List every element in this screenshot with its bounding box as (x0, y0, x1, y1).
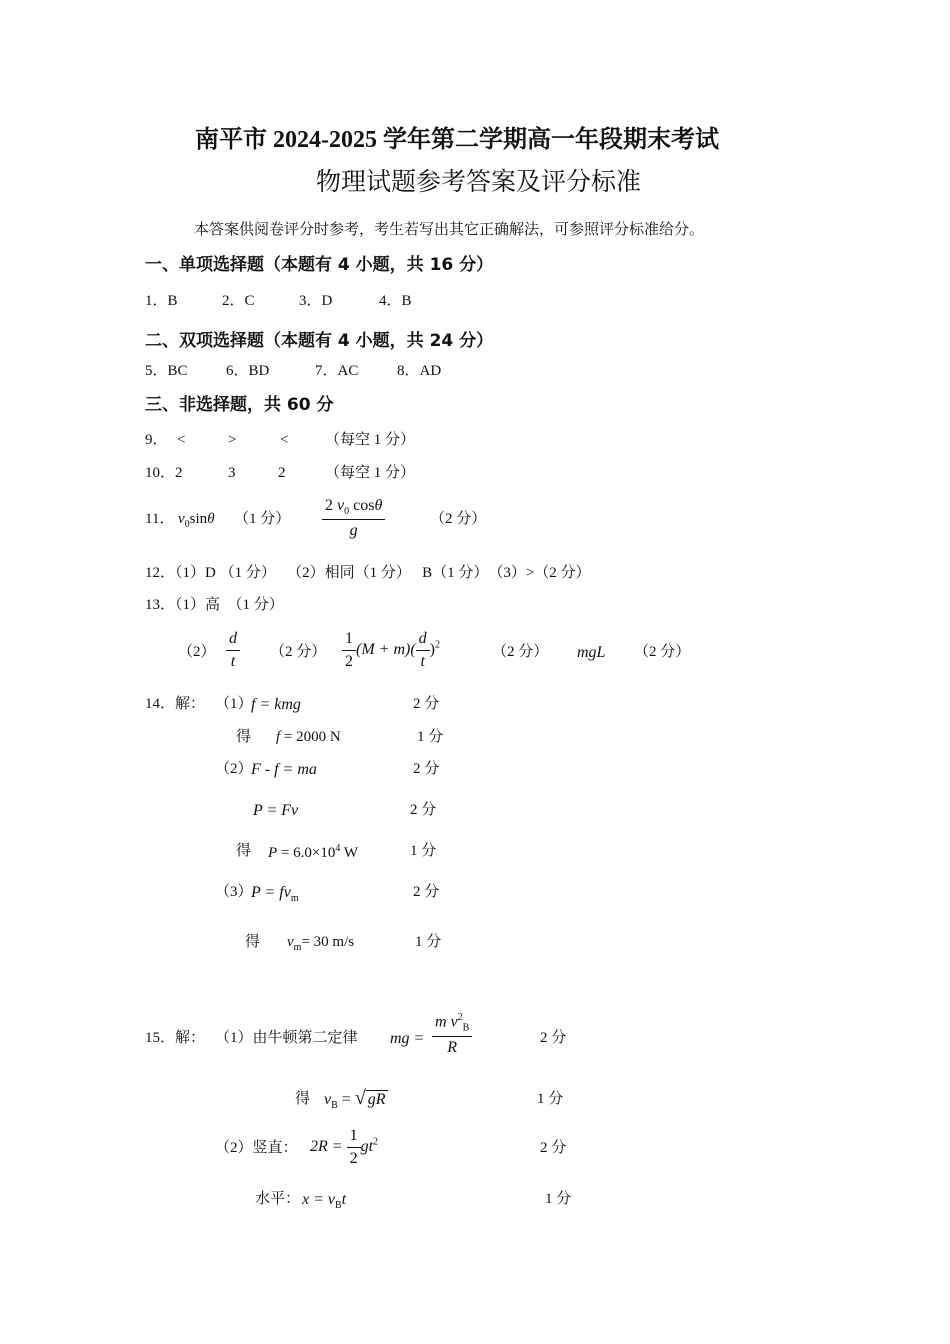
q15-x: x = v (302, 1191, 335, 1208)
section-heading-2: 二、双项选择题（本题有 4 小题，共 24 分） (145, 331, 494, 351)
q15-result-vb (324, 1088, 388, 1111)
q14-part2-label: （2） (215, 761, 253, 777)
q14-p-val: = 6.0×10 (277, 845, 336, 861)
q9-answer-3: < (280, 432, 289, 448)
q14-result-vmax (287, 935, 354, 953)
q9-answer-2: > (228, 432, 237, 448)
answer-q7: 7．AC (315, 363, 359, 379)
q14-score-6: 2 分 (413, 884, 440, 900)
q10-answer-3: 2 (278, 465, 286, 481)
q15-vb-gr: gR (367, 1091, 386, 1108)
q15-vb-eq: = (337, 1091, 355, 1108)
q15-eq-2r: 2R = (310, 1138, 343, 1156)
q9-answer-1: < (177, 432, 186, 448)
q13-answer-kinetic (342, 630, 440, 670)
q11-theta: θ (207, 511, 215, 527)
grading-note: 本答案供阅卷评分时参考，考生若写出其它正确解法，可参照评分标准给分。 (194, 220, 705, 238)
q11-frac-theta: θ (374, 497, 383, 514)
q15-eq-horizontal (302, 1192, 346, 1211)
q14-vm-var: v (287, 934, 294, 950)
q14-eq-newton: F - f = ma (251, 761, 317, 778)
q15-vb-sub: B (331, 1100, 338, 1112)
q15-horizontal-label: 水平： (255, 1191, 301, 1207)
q15-eq-vertical (310, 1127, 378, 1167)
q13-score-c: （2 分） (634, 644, 691, 660)
q15-score-4: 1 分 (545, 1191, 572, 1207)
q14-part1-label: （1） (215, 696, 253, 712)
q13-d2: d (416, 630, 430, 651)
q15-half-num: 1 (347, 1127, 361, 1148)
q14-p-exp: 4 (335, 843, 341, 854)
q14-eq-max-power (251, 885, 299, 904)
q15-eq-centripetal (432, 1012, 472, 1056)
q15-label: 15．解： (145, 1030, 206, 1046)
q11-frac-den: g (349, 522, 358, 540)
q11-frac-v: v (337, 497, 345, 514)
q15-part1-label: （1）由牛顿第二定律 (215, 1030, 358, 1046)
q15-de-1: 得 (295, 1091, 311, 1107)
q13-t: t (230, 652, 236, 670)
q14-f-val: = 2000 N (280, 729, 341, 745)
q15-m: m (435, 1013, 447, 1031)
q13-score-b: （2 分） (492, 644, 549, 660)
q14-result-friction (276, 730, 341, 745)
q14-eq-max-power-sub: m (290, 893, 299, 905)
q14-de-1: 得 (236, 729, 252, 745)
answer-q6: 6．BD (226, 363, 270, 379)
q13-answer-mgl: mgL (577, 644, 606, 661)
answer-q3: 3．D (299, 293, 333, 309)
q11-sin: sin (189, 511, 208, 527)
q14-score-3: 2 分 (413, 761, 440, 777)
q10-score: （每空 1 分） (325, 465, 416, 481)
q14-de-3: 得 (245, 934, 261, 950)
q15-part2-label: （2）竖直： (215, 1140, 298, 1156)
q11-v: v (178, 511, 185, 527)
q9-number: 9． (145, 432, 168, 448)
q15-v: v (450, 1013, 458, 1031)
q13-part2-label: （2） (178, 644, 216, 660)
q10-answer-2: 3 (228, 465, 236, 481)
sqrt-icon: √ (354, 1087, 366, 1109)
q14-score-5: 1 分 (410, 843, 437, 859)
q15-gt-sq: 2 (373, 1136, 379, 1148)
page-subtitle: 物理试题参考答案及评分标准 (316, 169, 642, 196)
q15-eq-mg: mg = (390, 1030, 425, 1047)
q11-number: 11． (145, 511, 175, 527)
q13-answer-d-over-t (226, 630, 240, 670)
q11-answer-2 (322, 497, 385, 540)
answer-q1: 1．B (145, 293, 178, 309)
q12-answers: 12．（1）D （1 分） （2）相同（1 分） B（1 分） （3）>（2 分） (145, 565, 591, 581)
q14-f-var: f (276, 729, 281, 745)
q11-frac-2: 2 (325, 497, 333, 514)
q14-score-1: 2 分 (413, 696, 440, 712)
q14-result-power (268, 844, 358, 861)
q13-half-den: 2 (345, 652, 353, 670)
answer-q2: 2．C (222, 293, 255, 309)
q14-eq-friction: f = kmg (251, 696, 301, 713)
q13-mass: (M + m)( (356, 640, 416, 658)
q14-vm-val: = 30 m/s (301, 934, 355, 950)
q15-half-den: 2 (349, 1149, 358, 1167)
answer-q5: 5．BC (145, 363, 188, 379)
q11-score-1: （1 分） (234, 511, 291, 527)
q14-vm-sub: m (293, 942, 302, 953)
q11-v-sub: 0 (184, 519, 190, 530)
q14-p-unit: W (340, 845, 358, 861)
q13-close: ) (429, 640, 435, 658)
q9-score: （每空 1 分） (325, 432, 416, 448)
q11-score-2: （2 分） (430, 511, 487, 527)
q14-eq-power: P = Fv (253, 802, 299, 819)
q14-score-4: 2 分 (410, 802, 437, 818)
q14-score-7: 1 分 (415, 934, 442, 950)
q13-half-num: 1 (342, 630, 356, 651)
q15-score-3: 2 分 (540, 1140, 567, 1156)
q15-x-sub: B (335, 1200, 342, 1212)
q14-score-2: 1 分 (417, 729, 444, 745)
q15-x-t: t (341, 1191, 347, 1208)
q15-vb-var: v (324, 1091, 332, 1108)
answer-q4: 4．B (379, 293, 412, 309)
page-title: 南平市 2024-2025 学年第二学期高一年段期末考试 (195, 127, 719, 153)
answer-q8: 8．AD (397, 363, 442, 379)
q15-gt: gt (360, 1138, 374, 1156)
q11-frac-sub: 0 (344, 506, 350, 518)
section-heading-3: 三、非选择题，共 60 分 (145, 395, 334, 415)
q14-p-var: P (268, 845, 278, 861)
q14-de-2: 得 (236, 843, 252, 859)
q10-number-answer-1: 10．2 (145, 465, 183, 481)
q13-t2: t (420, 652, 425, 670)
q15-r: R (447, 1038, 458, 1056)
q13-square: 2 (435, 639, 440, 651)
q13-d: d (226, 630, 240, 651)
q14-eq-max-power-text: P = fv (251, 884, 291, 901)
q15-score-1: 2 分 (540, 1030, 567, 1046)
q13-score-a: （2 分） (270, 644, 327, 660)
section-heading-1: 一、单项选择题（本题有 4 小题，共 16 分） (145, 255, 494, 275)
q13-part1: 13．（1）高 （1 分） (145, 597, 284, 613)
q15-score-2: 1 分 (537, 1091, 564, 1107)
q15-v-sup: 2 (457, 1012, 463, 1023)
q14-part3-label: （3） (215, 884, 253, 900)
q11-frac-cos: cos (353, 497, 375, 514)
q14-label: 14．解： (145, 696, 206, 712)
q11-answer-1 (178, 512, 215, 530)
q15-v-sub: B (462, 1022, 470, 1034)
